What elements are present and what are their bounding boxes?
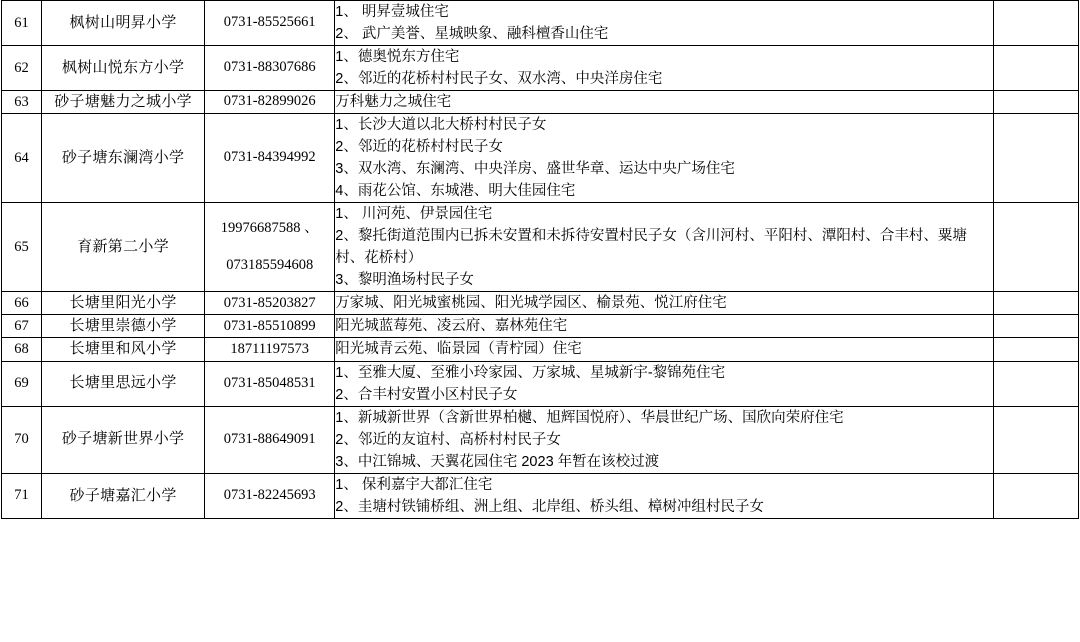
phone-line: 0731-85203827	[223, 294, 316, 311]
school-name: 砂子塘魅力之城小学	[42, 91, 205, 114]
row-index: 63	[2, 91, 42, 114]
scope-item: 1、德奥悦东方住宅	[335, 49, 460, 66]
phone-line: 073185594608	[226, 256, 314, 273]
table-row	[2, 91, 1079, 114]
contact-phone	[205, 1, 335, 46]
contact-phone	[205, 473, 335, 518]
row-index: 70	[2, 406, 42, 473]
table-row	[2, 473, 1079, 518]
phone-line: 0731-88307686	[223, 59, 316, 76]
enrollment-scope	[335, 114, 994, 203]
row-index: 71	[2, 473, 42, 518]
table-row	[2, 1, 1079, 46]
table-row	[2, 46, 1079, 91]
contact-phone	[205, 361, 335, 406]
school-name: 枫树山明昇小学	[42, 1, 205, 46]
scope-list	[335, 407, 993, 473]
scope-item: 1、至雅大厦、至雅小玲家园、万家城、星城新宇-黎锦苑住宅	[335, 364, 726, 381]
contact-phone	[205, 406, 335, 473]
contact-phone	[205, 315, 335, 338]
school-name: 长塘里和风小学	[42, 338, 205, 361]
row-index: 68	[2, 338, 42, 361]
scope-item: 1、新城新世界（含新世界柏樾、旭辉国悦府）、华晨世纪广场、国欣向荣府住宅	[335, 409, 844, 426]
scope-list	[335, 114, 993, 202]
table-row	[2, 114, 1079, 203]
enrollment-scope	[335, 292, 994, 315]
scope-list	[335, 203, 993, 291]
scope-item: 2、邻近的友谊村、高桥村村民子女	[335, 431, 561, 448]
contact-phone	[205, 338, 335, 361]
scope-list	[335, 362, 993, 406]
scope-item: 2、圭塘村铁铺桥组、洲上组、北岸组、桥头组、樟树冲组村民子女	[335, 498, 764, 515]
table-body	[2, 1, 1079, 519]
phone-line: 0731-85048531	[223, 374, 316, 391]
enrollment-scope	[335, 315, 994, 338]
contact-phone	[205, 292, 335, 315]
scope-item: 2、 武广美誉、星城映象、融科檀香山住宅	[335, 26, 609, 43]
scope-item: 2、合丰村安置小区村民子女	[335, 386, 518, 403]
remark-cell	[993, 361, 1078, 406]
remark-cell	[993, 315, 1078, 338]
table-row	[2, 203, 1079, 292]
phone-line: 0731-82899026	[223, 93, 316, 110]
enrollment-scope	[335, 338, 994, 361]
table-row	[2, 338, 1079, 361]
phone-line: 18711197573	[230, 340, 310, 357]
phone-line: 0731-82245693	[223, 486, 316, 503]
row-index: 65	[2, 203, 42, 292]
enrollment-scope	[335, 203, 994, 292]
school-name: 长塘里崇德小学	[42, 315, 205, 338]
scope-item: 1、长沙大道以北大桥村村民子女	[335, 117, 547, 134]
scope-item: 阳光城蓝莓苑、凌云府、嘉林苑住宅	[335, 318, 568, 335]
phone-line: 0731-88649091	[223, 430, 316, 447]
scope-item: 3、双水湾、东澜湾、中央洋房、盛世华章、运达中央广场住宅	[335, 161, 735, 178]
scope-item: 2、邻近的花桥村村民子女、双水湾、中央洋房住宅	[335, 71, 663, 88]
remark-cell	[993, 292, 1078, 315]
contact-phone	[205, 91, 335, 114]
remark-cell	[993, 91, 1078, 114]
table-row	[2, 406, 1079, 473]
scope-list	[335, 474, 993, 518]
remark-cell	[993, 406, 1078, 473]
school-name: 长塘里阳光小学	[42, 292, 205, 315]
scope-list	[335, 46, 993, 90]
scope-item: 万科魅力之城住宅	[335, 94, 452, 111]
phone-line: 0731-85510899	[223, 317, 316, 334]
enrollment-scope	[335, 91, 994, 114]
scope-item: 4、雨花公馆、东城港、明大佳园住宅	[335, 183, 576, 200]
school-name: 枫树山悦东方小学	[42, 46, 205, 91]
scope-list	[335, 1, 993, 45]
remark-cell	[993, 473, 1078, 518]
scope-item: 1、 川河苑、伊景园住宅	[335, 206, 493, 223]
row-index: 61	[2, 1, 42, 46]
row-index: 67	[2, 315, 42, 338]
scope-item: 2、黎托街道范围内已拆未安置和未拆待安置村民子女（含川河村、平阳村、潭阳村、合丰村、粟塘村、花桥村）	[335, 228, 967, 267]
school-name: 砂子塘嘉汇小学	[42, 473, 205, 518]
enrollment-scope	[335, 1, 994, 46]
scope-item: 1、 保利嘉宇大都汇住宅	[335, 476, 493, 493]
table-row	[2, 292, 1079, 315]
table-row	[2, 315, 1079, 338]
school-name: 砂子塘东澜湾小学	[42, 114, 205, 203]
scope-item: 2、邻近的花桥村村民子女	[335, 139, 503, 156]
school-enrollment-table	[1, 0, 1079, 519]
scope-item: 1、 明昇壹城住宅	[335, 4, 449, 20]
phone-line: 0731-85525661	[223, 14, 316, 31]
scope-item: 万家城、阳光城蜜桃园、阳光城学园区、榆景苑、悦江府住宅	[335, 295, 727, 312]
contact-phone	[205, 46, 335, 91]
enrollment-scope	[335, 473, 994, 518]
table-row	[2, 361, 1079, 406]
row-index: 62	[2, 46, 42, 91]
school-name: 长塘里思远小学	[42, 361, 205, 406]
remark-cell	[993, 114, 1078, 203]
contact-phone	[205, 114, 335, 203]
enrollment-scope	[335, 361, 994, 406]
remark-cell	[993, 203, 1078, 292]
phone-line: 0731-84394992	[223, 149, 316, 166]
row-index: 69	[2, 361, 42, 406]
scope-item: 阳光城青云苑、临景园（青柠园）住宅	[335, 341, 582, 358]
enrollment-scope	[335, 46, 994, 91]
enrollment-scope	[335, 406, 994, 473]
row-index: 64	[2, 114, 42, 203]
scope-item: 3、中江锦城、天翼花园住宅 2023 年暂在该校过渡	[335, 453, 660, 470]
remark-cell	[993, 1, 1078, 46]
contact-phone	[205, 203, 335, 292]
remark-cell	[993, 338, 1078, 361]
row-index: 66	[2, 292, 42, 315]
school-name: 砂子塘新世界小学	[42, 406, 205, 473]
remark-cell	[993, 46, 1078, 91]
phone-line: 19976687588 、	[220, 220, 319, 237]
school-name: 育新第二小学	[42, 203, 205, 292]
scope-item: 3、黎明渔场村民子女	[335, 272, 474, 289]
